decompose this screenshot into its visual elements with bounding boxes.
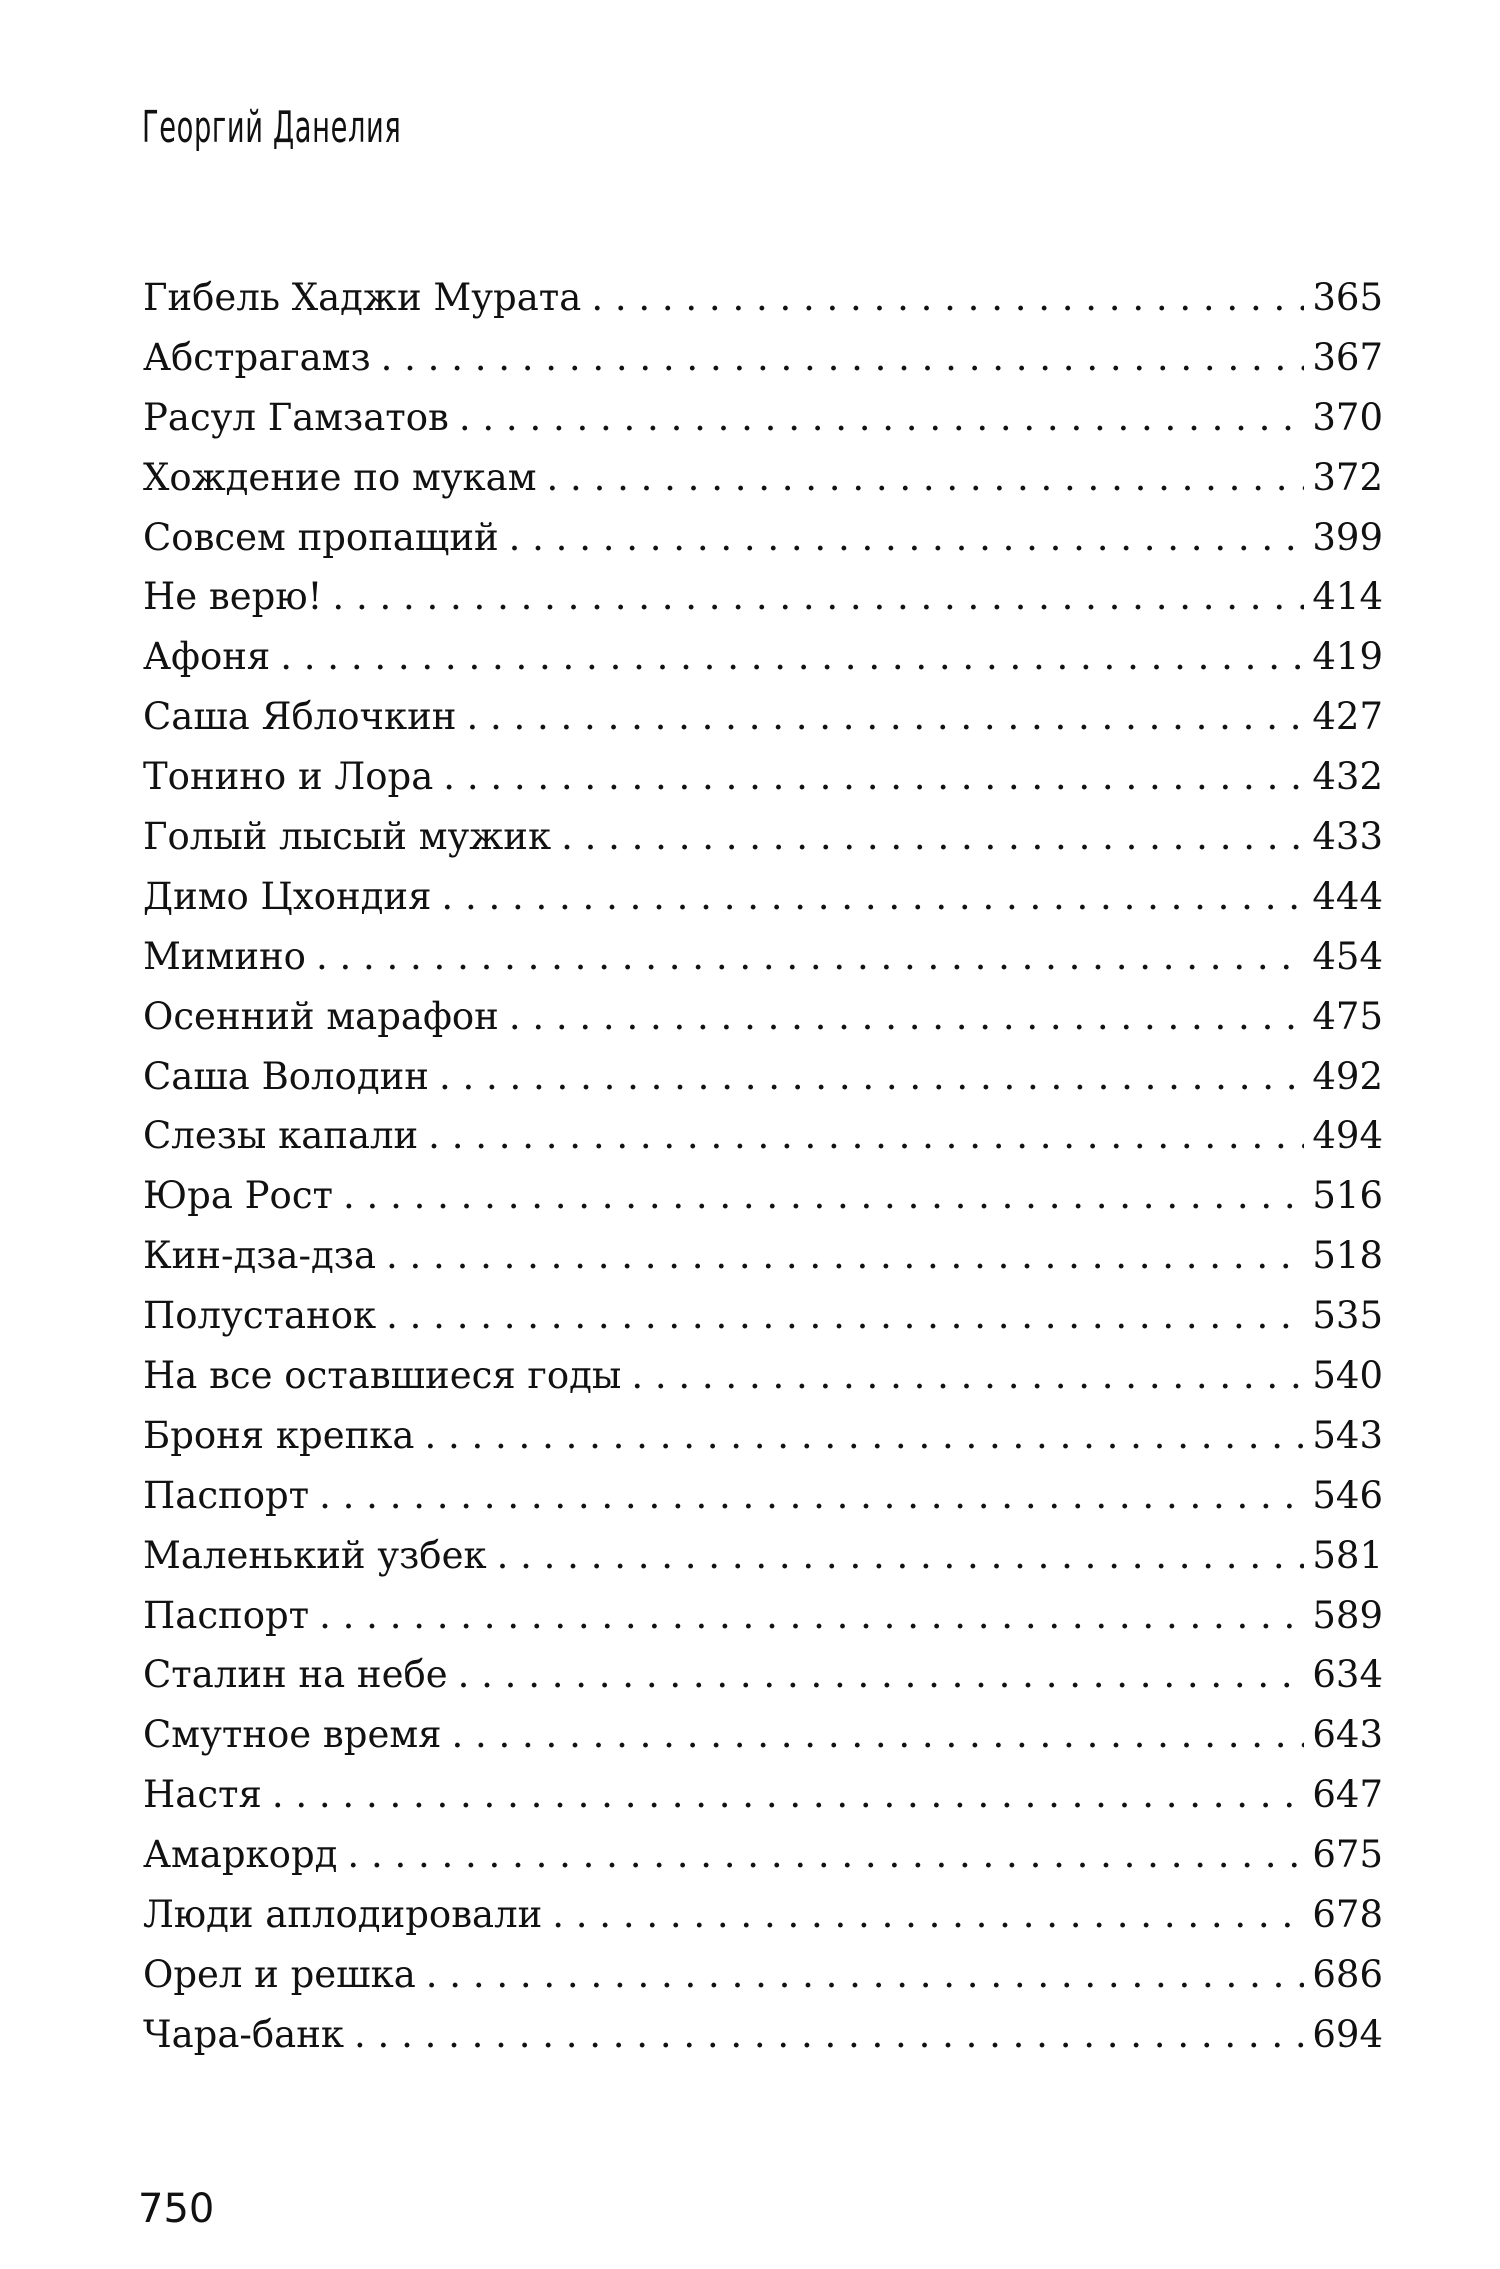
toc-entry-title: Паспорт [143,1593,310,1637]
toc-entry-title: Афоня [143,635,271,679]
dot-leader [280,627,1304,687]
toc-entry-page: 589 [1312,1593,1383,1637]
toc-entry [143,627,1383,687]
toc-entry-page: 540 [1312,1354,1383,1398]
toc-entry-page: 492 [1312,1054,1383,1098]
dot-leader [497,1526,1305,1586]
toc-entry-title: Саша Яблочкин [143,695,457,739]
toc-entry-title: Осенний марафон [143,994,499,1038]
toc-entry-title: Димо Цхондия [143,874,432,918]
dot-leader [552,1885,1304,1945]
toc-entry [143,687,1383,747]
toc-entry-page: 535 [1312,1294,1383,1338]
dot-leader [509,508,1305,568]
dot-leader [354,2005,1304,2065]
toc-entry-page: 494 [1312,1114,1383,1158]
toc-entry-title: Не верю! [143,575,323,619]
toc-entry [143,328,1383,388]
toc-entry-page: 543 [1312,1413,1383,1457]
dot-leader [426,1945,1305,2005]
toc-entry [143,1765,1383,1825]
dot-leader [319,1466,1304,1526]
toc-entry-title: Броня крепка [143,1413,415,1457]
toc-entry [143,268,1383,328]
table-of-contents [143,268,1383,2065]
dot-leader [386,1286,1304,1346]
toc-entry [143,508,1383,568]
toc-entry-page: 367 [1312,335,1383,379]
toc-entry [143,1346,1383,1406]
dot-leader [439,1047,1304,1107]
toc-entry-title: Смутное время [143,1713,442,1757]
toc-entry-page: 433 [1312,815,1383,859]
page-number: 750 [138,2186,215,2232]
dot-leader [347,1825,1304,1885]
toc-entry-page: 372 [1312,455,1383,499]
toc-entry-title: Орел и решка [143,1952,416,1996]
toc-entry-title: Чара-банк [143,2012,345,2056]
toc-entry-title: На все оставшиеся годы [143,1354,622,1398]
dot-leader [451,1705,1304,1765]
toc-entry [143,747,1383,807]
toc-entry-title: Кин-дза-дза [143,1234,377,1278]
dot-leader [547,448,1305,508]
toc-entry-page: 365 [1312,276,1383,319]
toc-entry-title: Люди аплодировали [143,1893,543,1937]
toc-entry [143,807,1383,867]
toc-entry-title: Маленький узбек [143,1533,487,1577]
toc-entry-title: Голый лысый мужик [143,815,552,859]
toc-entry [143,1286,1383,1346]
dot-leader [591,268,1304,328]
dot-leader [459,388,1305,448]
toc-entry-page: 414 [1312,575,1383,619]
dot-leader [458,1645,1305,1705]
dot-leader [561,807,1304,867]
dot-leader [443,747,1304,807]
toc-entry-title: Полустанок [143,1294,377,1338]
dot-leader [332,567,1304,627]
dot-leader [319,1586,1304,1646]
toc-entry-page: 427 [1312,695,1383,739]
dot-leader [631,1346,1304,1406]
toc-entry-title: Настя [143,1773,262,1817]
toc-entry-page: 694 [1312,2012,1383,2056]
toc-entry-title: Паспорт [143,1473,310,1517]
toc-entry-page: 518 [1312,1234,1383,1278]
toc-entry [143,1226,1383,1286]
toc-entry-title: Тонино и Лора [143,755,434,799]
dot-leader [424,1406,1304,1466]
dot-leader [316,927,1304,987]
dot-leader [343,1166,1304,1226]
toc-entry [143,1166,1383,1226]
toc-entry-page: 432 [1312,755,1383,799]
toc-entry-page: 581 [1312,1533,1383,1577]
toc-entry-title: Сталин на небе [143,1653,448,1697]
toc-entry-page: 419 [1312,635,1383,679]
dot-leader [386,1226,1304,1286]
toc-entry-title: Расул Гамзатов [143,395,449,439]
toc-entry-page: 643 [1312,1713,1383,1757]
toc-entry-page: 444 [1312,874,1383,918]
toc-entry [143,1586,1383,1646]
toc-entry-title: Амаркорд [143,1833,338,1877]
toc-entry-page: 686 [1312,1952,1383,1996]
toc-entry-title: Совсем пропащий [143,515,499,559]
toc-entry-title: Абстрагамз [143,335,371,379]
toc-entry-page: 475 [1312,994,1383,1038]
toc-entry-page: 678 [1312,1893,1383,1937]
toc-entry-page: 370 [1312,395,1383,439]
toc-entry [143,1466,1383,1526]
toc-entry-page: 516 [1312,1174,1383,1218]
toc-entry-title: Слезы капали [143,1114,419,1158]
toc-entry [143,1406,1383,1466]
toc-entry [143,927,1383,987]
toc-entry [143,1885,1383,1945]
dot-leader [441,867,1304,927]
toc-entry-title: Саша Володин [143,1054,429,1098]
toc-entry [143,388,1383,448]
dot-leader [509,987,1305,1047]
dot-leader [428,1106,1304,1166]
toc-entry [143,1645,1383,1705]
toc-entry-page: 647 [1312,1773,1383,1817]
toc-entry [143,1047,1383,1107]
toc-entry [143,567,1383,627]
dot-leader [381,328,1305,388]
toc-entry-page: 399 [1312,515,1383,559]
toc-entry [143,1106,1383,1166]
toc-entry-page: 546 [1312,1473,1383,1517]
dot-leader [466,687,1304,747]
toc-entry [143,1825,1383,1885]
toc-entry-page: 634 [1312,1653,1383,1697]
toc-entry [143,1945,1383,2005]
toc-entry-title: Мимино [143,934,306,978]
toc-entry-title: Хождение по мукам [143,455,537,499]
toc-entry-page: 675 [1312,1833,1383,1877]
toc-entry [143,1705,1383,1765]
toc-entry [143,867,1383,927]
dot-leader [272,1765,1305,1825]
toc-entry-page: 454 [1312,934,1383,978]
toc-entry [143,448,1383,508]
toc-entry-title: Гибель Хаджи Мурата [143,276,582,319]
toc-entry [143,2005,1383,2065]
toc-entry-title: Юра Рост [143,1174,334,1218]
toc-entry [143,987,1383,1047]
toc-entry [143,1526,1383,1586]
running-head-author: Георгий Данелия [142,102,402,153]
